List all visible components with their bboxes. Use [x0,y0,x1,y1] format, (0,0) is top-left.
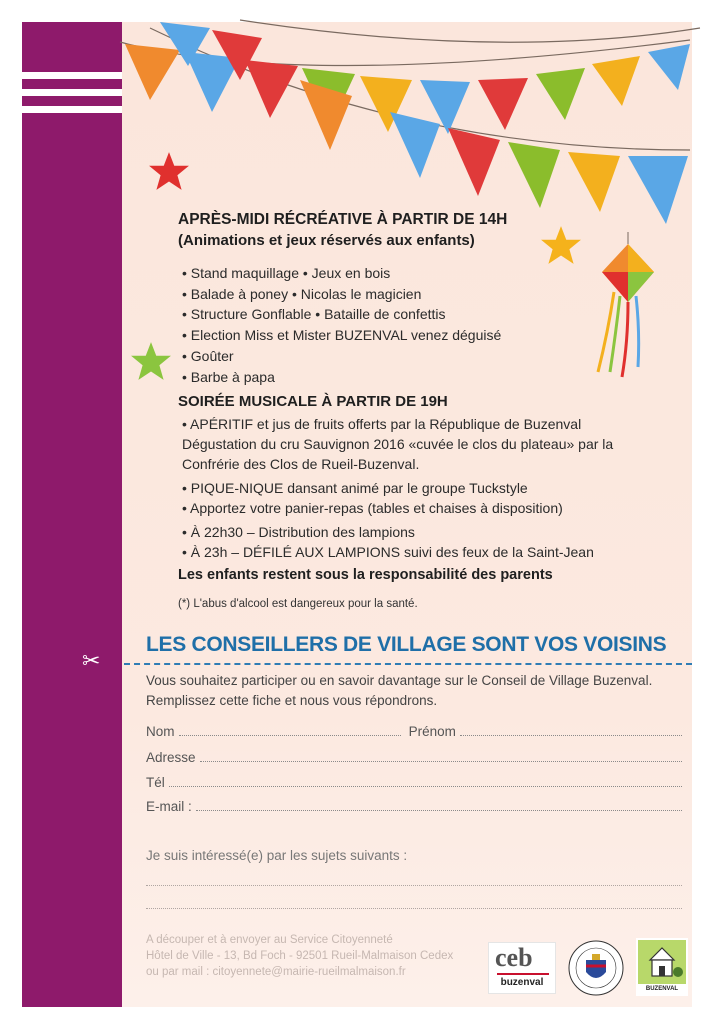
list-item: • PIQUE-NIQUE dansant animé par le groupe Tuckstyle [182,480,528,496]
adresse-label: Adresse [146,750,196,765]
list-item: • Election Miss et Mister BUZENVAL venez déguisé [182,327,502,344]
green-star-icon [130,340,172,382]
interest-label: Je suis intéressé(e) par les sujets suivants : [146,848,408,863]
red-star-icon [148,150,190,192]
list-item: • Goûter [182,347,234,364]
list-item: • Stand maquillage • Jeux en bois [182,265,391,281]
prenom-field[interactable] [460,724,682,736]
contact-info [146,932,453,980]
village-logo-label: BUZENVAL [645,986,679,992]
conseil-title: LES CONSEILLERS DE VILLAGE SONT VOS VOISINS [146,633,667,656]
cut-line [124,663,692,665]
list-item: • APÉRITIF et jus de fruits offerts par la République de Buzenval [182,416,582,432]
ceb-logo-subtitle: buzenval [500,977,544,988]
bunting-garland [0,0,723,240]
form-row-email [146,799,682,814]
list-item: • Balade à poney • Nicolas le magicien [182,285,422,302]
intro-line: Vous souhaitez participer ou en savoir davantage sur le Conseil de Village Buzenval. [146,673,653,688]
alcohol-footnote: (*) L'abus d'alcool est dangereux pour la santé. [178,598,418,610]
form-row-address [146,750,682,765]
afternoon-subtitle: (Animations et jeux réservés aux enfants) [178,232,475,249]
republique-buzenval-seal-icon [568,940,624,996]
contact-line: A découper et à envoyer au Service Citoyenneté [146,934,393,946]
email-field[interactable] [196,799,682,811]
parental-responsibility-notice: Les enfants restent sous la responsabilité des parents [178,567,553,583]
nom-label: Nom [146,724,175,739]
list-item: • Structure Gonflable • Bataille de confettis [182,306,446,323]
interest-field[interactable] [146,908,682,909]
conseil-intro [146,671,652,711]
contact-line: Hôtel de Ville - 13, Bd Foch - 92501 Rueil-Malmaison Cedex [146,950,454,962]
evening-title: SOIRÉE MUSICALE À PARTIR DE 19H [178,393,448,410]
form-row-tel [146,775,682,790]
tel-label: Tél [146,775,165,790]
interest-field[interactable] [146,885,682,886]
village-house-icon [636,938,688,986]
prenom-label: Prénom [408,724,456,739]
tel-field[interactable] [169,775,682,787]
ceb-logo-text: ceb [495,943,533,972]
email-label: E-mail : [146,799,192,814]
paper-lantern-icon [588,232,668,382]
list-item: Dégustation du cru Sauvignon 2016 «cuvée le clos du plateau» par la [182,436,614,452]
evening-list [182,414,613,562]
intro-line: Remplissez cette fiche et nous vous répondrons. [146,693,438,708]
list-item: • À 23h – DÉFILÉ AUX LAMPIONS suivi des feux de la Saint-Jean [182,544,594,560]
form-row-name [146,724,682,739]
ceb-logo-underline [497,973,549,975]
list-item: • Barbe à papa [182,368,275,385]
contact-line: ou par mail : citoyennete@mairie-rueilmalmaison.fr [146,966,406,978]
conseil-village-logo [636,938,688,996]
list-item: • Apportez votre panier-repas (tables et chaises à disposition) [182,500,563,516]
scissors-icon: ✂ [82,648,101,673]
list-item: Confrérie des Clos de Rueil-Buzenval. [182,456,420,472]
adresse-field[interactable] [200,750,682,762]
list-item: • À 22h30 – Distribution des lampions [182,524,415,540]
afternoon-title: APRÈS-MIDI RÉCRÉATIVE À PARTIR DE 14H [178,211,508,228]
nom-field[interactable] [179,724,401,736]
afternoon-list [182,263,501,387]
ceb-buzenval-logo [488,942,556,994]
yellow-star-icon [540,224,582,266]
